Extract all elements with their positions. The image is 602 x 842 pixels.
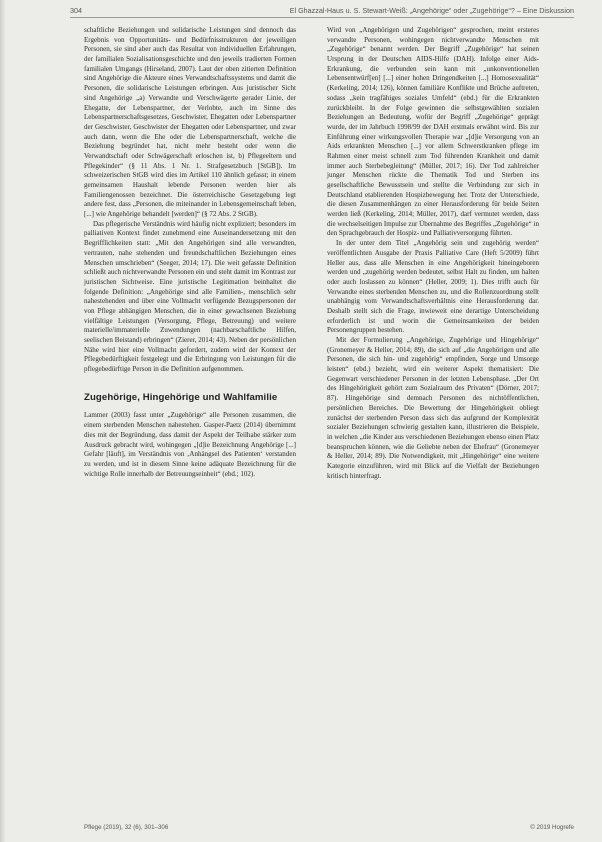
right-column	[327, 26, 539, 481]
body-paragraph: Lammer (2003) fasst unter „Zugehörige“ alle Personen zusammen, die einem sterbenden Menschen nahestehen. Gasper-Paetz (2014) übernimmt dies mit der Begründung, dass damit der Aspekt der Teilhabe stärker zum Ausdruck gebracht wird, wohingegen „[d]ie Bezeichnung Angehörige [...] Gefahr [läuft], im Verständnis von ‚Anhängsel des Patienten‘ verstanden zu werden, und ist in diesem Sinne keine adäquate Bezeichnung für die wichtige Rolle innerhalb der Betreuungseinheit“ (ebd.; 102).	[84, 411, 296, 478]
page-header	[70, 3, 574, 17]
running-title: El Ghazzal-Haus u. S. Stewart-Weiß: „Angehörige“ oder „Zugehörige“? – Eine Diskussion	[289, 6, 574, 15]
copyright-notice: © 2019 Hogrefe	[530, 824, 574, 831]
page-gutter-shadow	[0, 0, 6, 842]
body-paragraph: schaftliche Beziehungen und solidarische Leistungen sind dennoch das Ergebnis von Opportunitäts- und Bedürfnisstrukturen der jeweiligen Personen, sie sind aber auch das Resultat von individuellen Erfahrungen, der familialen Sozialisationsgeschichte und den jeweils tradierten Formen familialen Umgangs (Hirseland, 2007). Laut der oben zitierten Definition sind Angehörige die Akteure eines Verwandtschaftssystems und damit die Personen, die solidarische Leistungen erbringen. Aus juristischer Sicht sind Angehörige „a) Verwandte und Verschwägerte gerader Linie, der Ehegatte, der Lebenspartner, der Verlobte, auch im Sinne des Lebenspartnerschaftsgesetzes, Geschwister, Ehegatten oder Lebenspartner der Geschwister, Geschwister der Ehegatten oder Lebenspartner, und zwar auch dann, wenn die Ehe oder die Lebenspartnerschaft, welche die Beziehung begründet hat, nicht mehr besteht oder wenn die Verwandtschaft oder Schwägerschaft erloschen ist, b) Pflegeeltern und Pflegekinder“ (§ 11 Abs. 1 Nr. 1. Strafgesetzbuch [StGB]). Im schweizerischen StGB wird dies im Artikel 110 ähnlich gefasst; in einem gemeinsamen Haushalt lebende Personen werden hier als Familiengenossen bezeichnet. Die österreichische Gesetzgebung legt andere fest, dass „Personen, die miteinander in Lebensgemeinschaft leben, [...] wie Angehörige behandelt [werden]“ (§ 72 Abs. 2 StGB).	[84, 26, 296, 219]
left-column	[84, 26, 296, 479]
page-number: 304	[70, 6, 82, 15]
journal-citation: Pflege (2019), 32 (6), 301–306	[84, 824, 169, 831]
section-heading: Zugehörige, Hingehörige und Wahlfamilie	[84, 391, 278, 403]
body-paragraph: Wird von „Angehörigen und Zugehörigen“ gesprochen, meint ersteres verwandte Personen, wohingegen nichtverwandte Menschen mit „Zugehörige“ benannt werden. Der Begriff „Zugehörige“ hat seinen Ursprung in der Deutschen AIDS-Hilfe (DAH). Infolge einer Aids-Erkrankung, die verbunden sein kann mit „unkonventionellen Lebensentwürf[en] [...] einer hohen Dringendkeiten [...] Homosexualität“ (Kerkeling, 2014; 126), können familiäre Konflikte und Brüche auftreten, sodass „kein tragfähiges soziales Umfeld“ (ebd.) für die Erkrankten zurückbleibt. In der Folge gewinnen die selbstgewählten sozialen Beziehungen an Bedeutung, wofür der Begriff „Zugehörige“ geprägt wurde, der im Jahrbuch 1998/99 der DAH erstmals erwähnt wird. Bis zur Einführung einer wirkungsvollen Therapie war „[d]ie Versorgung von an Aids erkrankten Menschen [...] vor allem Schwerstkranken pflege im Rahmen einer meist schnell zum Tod führenden Krankheit und damit immer auch Sterbebegleitung“ (Müller, 2017; 16). Der Tod zahlreicher junger Menschen rückte die Thematik Tod und Sterben ins gesellschaftliche Bewusstsein und stellte die Verbindung zur sich in Deutschland etablierenden Hospizbewegung her. Trotz der Unterschiede, die diesen Zusammenhängen zu einer Herausforderung für beide Seiten werden ließ (Kerkeling, 2014; Müller, 2017), darf vermutet werden, dass die wechselseitigen Impulse zur Übernahme des Begriffes „Zugehörige“ in den Sprachgebrauch der Hospiz- und Palliativversorgung führten.	[327, 26, 539, 238]
body-paragraph: Mit der Formulierung „Angehörige, Zugehörige und Hingehörige“ (Gronemeyer & Heller, 2014; 89), die sich auf „die Angehörigen und alle Personen, die sich hin- und zugehörig“ empfinden, Sorge und Umsorge leisten“ (ebd.) bezieht, wird ein weiterer Aspekt thematisiert: Die Gegenwart verschiedener Personen in der letzten Lebensphase. „Der Ort des Hingehörigkeit gehört zum Sozialraum des Privaten“ (Dörner, 2017; 87). Hingehörige sind demnach Personen des nichtöffentlichen, persönlichen Bereiches. Die Bewertung der Hingehörigkeit obliegt zunächst der sterbenden Person dass sich das aufgrund der Komplexität sozialer Beziehungen schwierig gestalten kann, illustrieren die Beispiele, in welchen „die Kinder aus verschiedenen Beziehungen ebenso einen Platz beanspruchen können, wie die Geliebte neben der Ehefrau“ (Gronemeyer & Heller, 2014; 89). Die Notwendigkeit, mit „Hingehörige“ eine weitere Kategorie einzuführen, wird mit Blick auf die Vielfalt der Beziehungen kritisch hinterfragt.	[327, 336, 539, 480]
body-paragraph: Das pflegerische Verständnis wird häufig nicht expliziert; besonders im palliativen Kontext findet zunehmend eine Auseinandersetzung mit den Begrifflichkeiten statt: „Mit den Angehörigen sind alle verwandten, vertrauten, nahe stehenden und freundschaftlichen Beziehungen eines Menschen umschrieben“ (Seeger, 2014; 17). Die weit gefasste Definition schließt auch nichtverwandte Personen ein und steht damit im Kontrast zur juristischen Sichtweise. Eine juristische Legitimation beinhaltet die folgende Definition: „Angehörige sind alle Familien-, menschlich sehr nahestehenden und über eine Vollmacht verfügende Bezugspersonen der von Pflege abhängigen Menschen, die in einer gewachsenen Beziehung vielfältige Leistungen (Versorgung, Pflege, Betreuung) und weitere materielle/immaterielle Zuwendungen (nachbarschaftliche Hilfen, seelischen Beistand) erbringen“ (Zierer, 2014; 43). Neben der persönlichen Nähe wird hier eine Vollmacht gefordert, zudem wird der Kontext der Pflegebedürftigkeit festgelegt und die Erbringung von Leistungen für die pflegebedürftige Person in die Definition aufgenommen.	[84, 219, 296, 374]
body-paragraph: In der unter dem Titel „Angehörig sein und zugehörig werden“ veröffentlichten Ausgabe der Praxis Palliative Care (Heft 5/2009) führt Heller aus, dass alle Menschen in eine Angehörigkeit hineingeboren werden und „zugehörig werden bedeutet, selbst Halt zu finden, um halten oder auch loslassen zu können“ (Heller, 2009; 1). Dies trifft auch für Verwandte eines sterbenden Menschen zu, und die Rollenzuordnung stellt unabhängig vom Verwandtschaftsverhältnis eine Herausforderung dar. Deshalb stellt sich die Frage, inwieweit eine derartige Unterscheidung erforderlich ist und worin die Gemeinsamkeiten der beiden Personengruppen bestehen.	[327, 239, 539, 335]
page-footer	[70, 824, 574, 834]
header-rule	[70, 17, 574, 18]
